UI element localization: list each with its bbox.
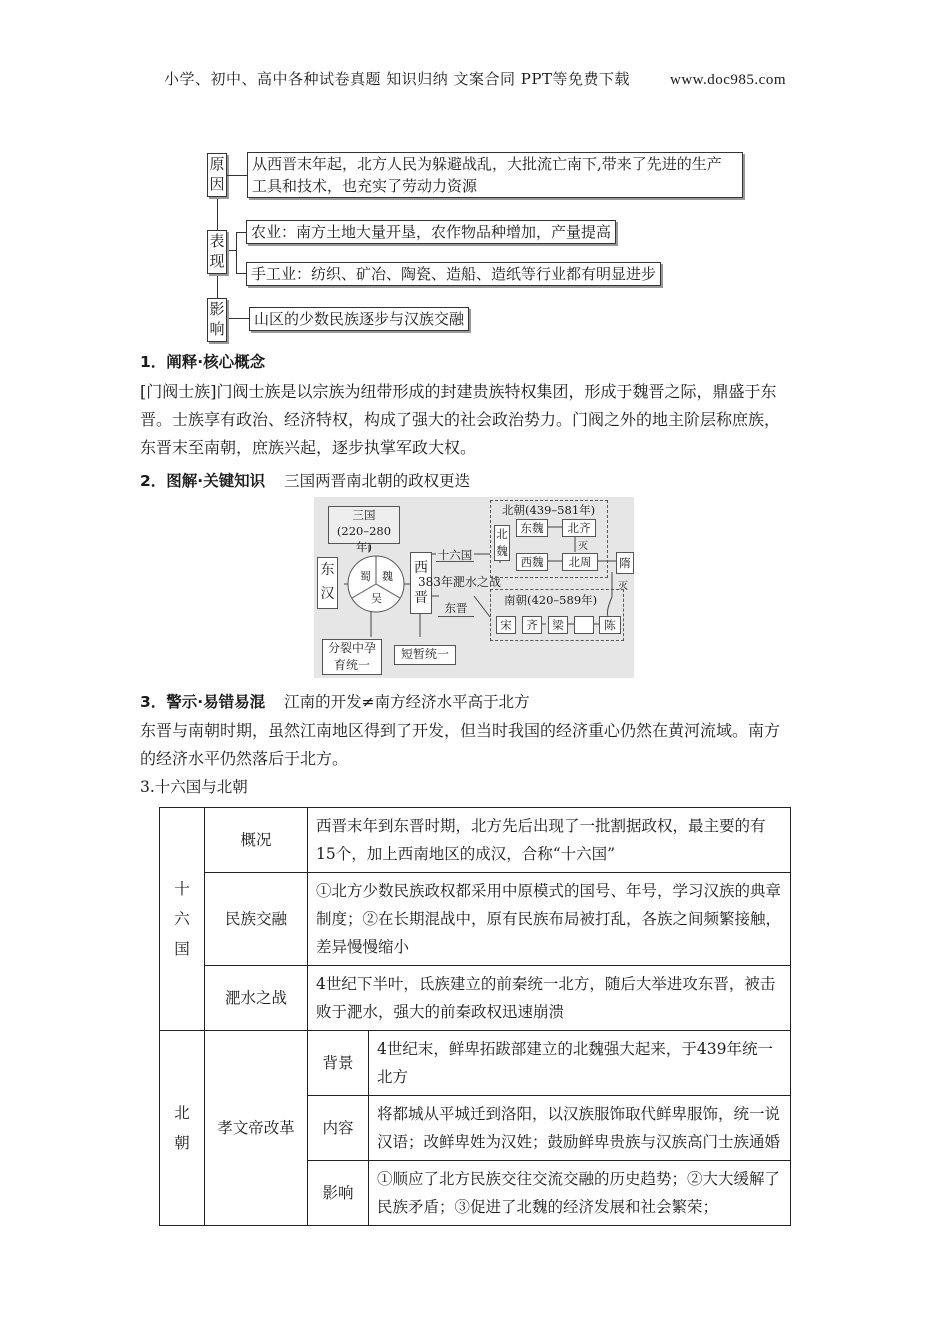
s1-title-text: 1．阐释·核心概念 <box>140 353 266 371</box>
s2-title <box>140 469 470 491</box>
cause-box <box>247 152 743 198</box>
connector <box>236 273 246 274</box>
cell-xiaowen: 孝文帝改革 <box>205 1031 308 1226</box>
agri-box: 农业：南方土地大量开垦，农作物品种增加，产量提高 <box>246 220 616 244</box>
qi-box: 齐 <box>522 616 542 634</box>
craft-box: 手工业：纺织、矿冶、陶瓷、造船、造纸等行业都有明显进步 <box>246 262 661 286</box>
s1-line: [门阀士族]门阀士族是以宗族为纽带形成的封建贵族特权集团，形成于魏晋之际，鼎盛于东 <box>140 382 777 401</box>
s3-subtitle: 江南的开发≠南方经济水平高于北方 <box>284 693 530 711</box>
xiwei-box: 西魏 <box>516 553 548 571</box>
s1-paragraph <box>140 378 816 462</box>
mie-1: 灭 <box>578 541 588 552</box>
history-table <box>159 807 791 1226</box>
dongwei-box: 东魏 <box>516 519 548 537</box>
table-row <box>160 966 791 1031</box>
s3-line: 的经济水平仍然落后于北方。 <box>140 749 349 768</box>
shiliuguo-box: 十六国 <box>437 548 473 562</box>
cell-minzu-text: ①北方少数民族政权都采用中原模式的国号、年号，学习汉族的典章制度；②在长期混战中，原有民族布局被打乱，各族之间频繁接触，差异慢慢缩小 <box>308 873 791 966</box>
table-row <box>160 873 791 966</box>
cell-yingxiang: 影响 <box>308 1161 369 1226</box>
connector <box>236 232 246 233</box>
label-manifest: 表现 <box>207 230 227 274</box>
s2-title-text: 2．图解·关键知识 <box>140 472 266 490</box>
beiqi-box: 北齐 <box>562 519 596 537</box>
feishui-label: 383年淝水之战 <box>418 575 501 589</box>
pie-wei: 魏 <box>382 570 393 583</box>
label-cause: 原因 <box>207 153 227 197</box>
cell-yingxiang-text: ①顺应了北方民族交往交流交融的历史趋势；②大大缓解了民族矛盾；③促进了北魏的经济发展和社会繁荣； <box>369 1161 791 1226</box>
s3-title <box>140 690 530 712</box>
table-row <box>160 1031 791 1096</box>
influence-box: 山区的少数民族逐步与汉族交融 <box>249 307 469 331</box>
regime-diagram <box>314 497 634 678</box>
mie-2: 灭 <box>618 581 628 592</box>
cell-neirong-text: 将都城从平城迁到洛阳，以汉族服饰取代鲜卑服饰，统一说汉语；改鲜卑姓为汉姓；鼓励鲜卑贵族与汉族高门士族通婚 <box>369 1096 791 1161</box>
dongjin-box: 东晋 <box>438 600 474 617</box>
beiwei-box: 北魏 <box>494 525 510 561</box>
cell-beijing-text: 4世纪末，鲜卑拓跋部建立的北魏强大起来，于439年统一北方 <box>369 1031 791 1096</box>
duanzan-box: 短暂统一 <box>394 645 456 665</box>
sanguo-label: 三国 <box>352 508 376 522</box>
chen-box <box>574 616 594 634</box>
sanguo-pie <box>346 554 406 614</box>
cell-shiliuguo: 十六国 <box>160 808 205 1031</box>
s1-line: 东晋末至南朝，庶族兴起，逐步执掌军政大权。 <box>140 438 477 457</box>
sui-box: 隋 <box>616 552 634 574</box>
pie-wu: 吴 <box>371 592 382 605</box>
cell-gaikuang: 概况 <box>205 808 308 873</box>
page-header <box>0 68 950 89</box>
connector <box>229 318 249 319</box>
cell-gaikuang-text: 西晋末年到东晋时期，北方先后出现了一批割据政权，最主要的有15个，加上西南地区的成汉，合称“十六国” <box>308 808 791 873</box>
song-box: 宋 <box>496 616 516 634</box>
cell-beijing: 背景 <box>308 1031 369 1096</box>
header-text: 小学、初中、高中各种试卷真题 知识归纳 文案合同 PPT等免费下载 <box>163 70 630 88</box>
s3-paragraph <box>140 717 816 773</box>
cell-neirong: 内容 <box>308 1096 369 1161</box>
table-row <box>160 808 791 873</box>
s1-line: 晋。士族享有政治、经济特权，构成了强大的社会政治势力。门阀之外的地主阶层称庶族， <box>140 410 781 429</box>
fenlie-box: 分裂中孕育统一 <box>322 639 382 675</box>
beichao-label: 北朝(439–581年) <box>502 503 596 517</box>
liang-box: 梁 <box>548 616 568 634</box>
header-url[interactable]: www.doc985.com <box>669 72 786 88</box>
s3-line: 东晋与南朝时期，虽然江南地区得到了开发，但当时我国的经济重心仍然在黄河流域。南方 <box>140 721 781 740</box>
cell-feishui-text: 4世纪下半叶，氐族建立的前秦统一北方，随后大举进攻东晋，被击败于淝水，强大的前秦政权迅速崩溃 <box>308 966 791 1031</box>
nanchao-label: 南朝(420–589年) <box>504 593 598 607</box>
label-influence: 影响 <box>207 298 227 342</box>
cause-line-2: 工具和技术，也充实了劳动力资源 <box>252 177 478 195</box>
cell-feishui: 淝水之战 <box>205 966 308 1031</box>
s4-title: 3.十六国与北朝 <box>140 778 248 796</box>
cell-beichao: 北朝 <box>160 1031 205 1226</box>
xijin-box: 西晋 <box>410 552 432 614</box>
chen-box-2: 陈 <box>599 616 621 634</box>
s1-title <box>140 350 265 372</box>
sanguo-years: (220–280年) <box>336 524 392 554</box>
pie-shu: 蜀 <box>360 570 371 583</box>
beizhou-box: 北周 <box>562 553 598 571</box>
donghan-box: 东汉 <box>317 557 338 609</box>
sanguo-box <box>328 506 400 554</box>
connector <box>236 232 237 274</box>
s2-subtitle: 三国两晋南北朝的政权更迭 <box>284 472 471 490</box>
s3-title-text: 3．警示·易错易混 <box>140 693 266 711</box>
cause-line-1: 从西晋末年起，北方人民为躲避战乱，大批流亡南下,带来了先进的生产 <box>252 155 722 173</box>
connector <box>227 175 247 176</box>
cell-minzu: 民族交融 <box>205 873 308 966</box>
